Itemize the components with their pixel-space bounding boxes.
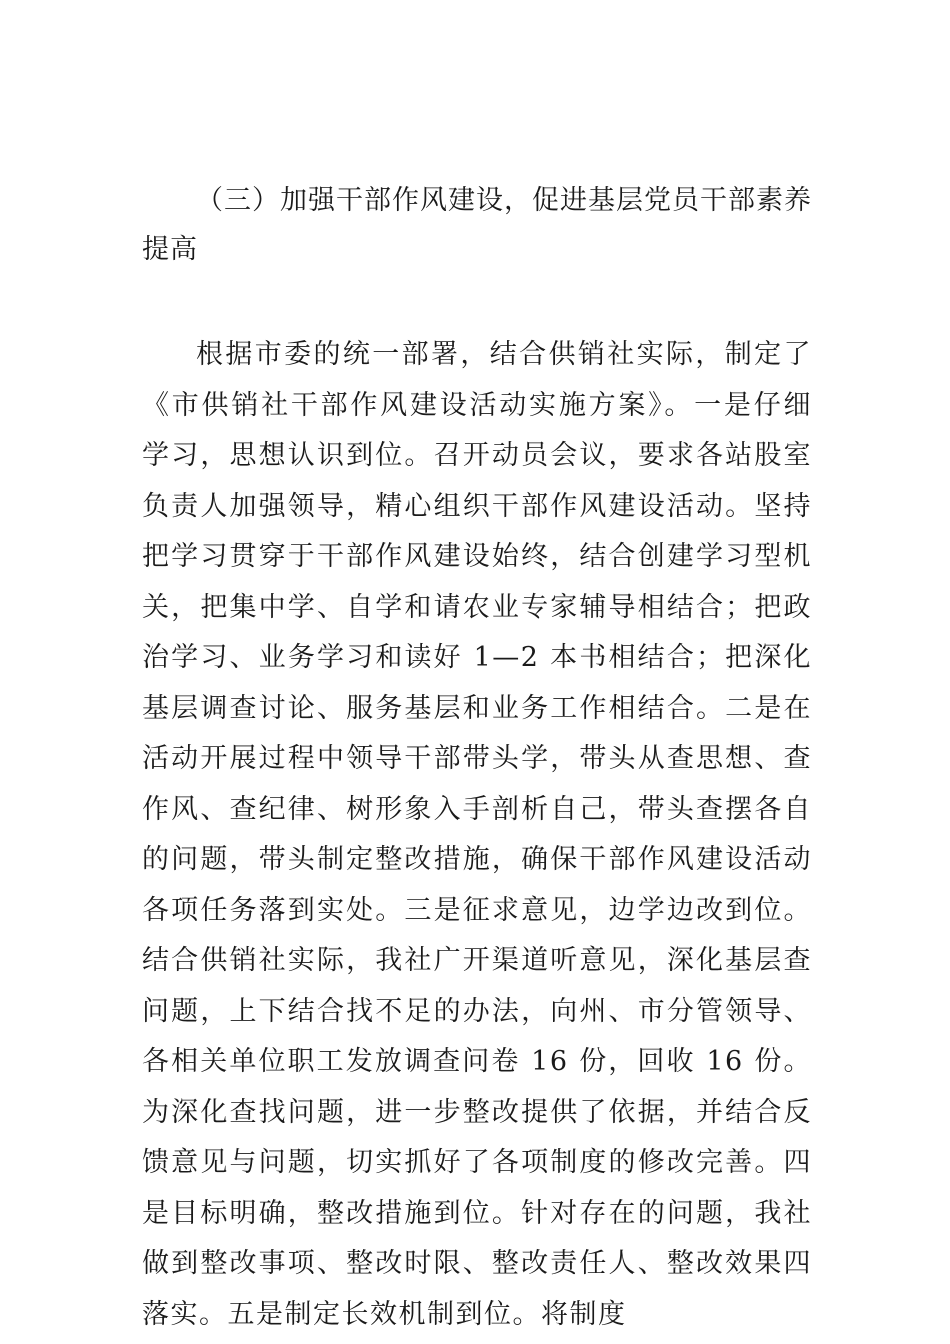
section-heading: （三）加强干部作风建设，促进基层党员干部素养提高 — [142, 185, 812, 265]
body-paragraph: 根据市委的统一部署，结合供销社实际，制定了《市供销社干部作风建设活动实施方案》。一是仔细学习，思想认识到位。召开动员会议，要求各站股室负责人加强领导，精心组织干部作风建设活动。坚持把学习贯穿于干部作风建设始终，结合创建学习型机关，把集中学、自学和请农业专家辅导相结合；把政治学习、业务学习和读好 1—2 本书相结合；把深化基层调查讨论、服务基层和业务工作相结合。二是在活动开展过程中领导干部带头学，带头从查思想、查作风、查纪律、树形象入手剖析自己，带头查摆各自的问题，带头制定整改措施，确保干部作风建设活动各项任务落到实处。三是征求意见，边学边改到位。结合供销社实际，我社广开渠道听意见，深化基层查问题，上下结合找不足的办法，向州、市分管领导、各相关单位职工发放调查问卷 16 份，回收 16 份。为深化查找问题，进一步整改提供了依据，并结合反馈意见与问题，切实抓好了各项制度的修改完善。四是目标明确，整改措施到位。针对存在的问题，我社做到整改事项、整改时限、整改责任人、整改效果四落实。五是制定长效机制到位。将制度 — [142, 339, 812, 1330]
